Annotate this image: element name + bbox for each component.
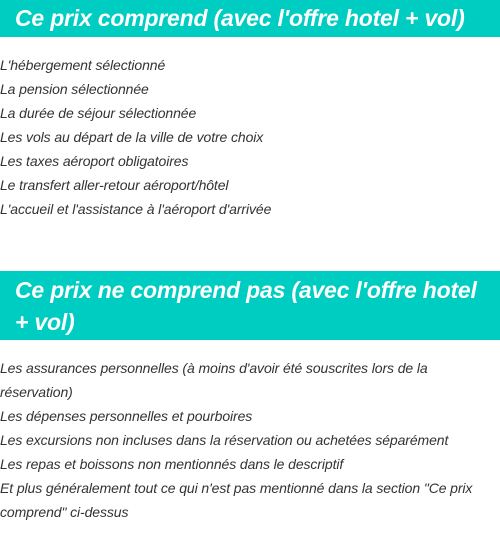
included-item-accommodation: L'hébergement sélectionné	[0, 57, 166, 73]
included-item-flights: Les vols au départ de la ville de votre choix	[0, 129, 264, 145]
excluded-section-title: Ce prix ne comprend pas (avec l'offre hotel + vol)	[0, 271, 500, 340]
included-item-transfer: Le transfert aller-retour aéroport/hôtel	[0, 177, 229, 193]
included-item-airport-taxes: Les taxes aéroport obligatoires	[0, 153, 189, 169]
excluded-list	[0, 356, 500, 524]
included-section	[0, 0, 500, 221]
excluded-item-meals-drinks: Les repas et boissons non mentionnés dans le descriptif	[0, 456, 344, 472]
excluded-item-personal-expenses: Les dépenses personnelles et pourboires	[0, 408, 253, 424]
included-list	[0, 53, 500, 221]
excluded-item-insurance: Les assurances personnelles (à moins d'avoir été souscrites lors de la réservation)	[0, 360, 428, 400]
included-section-title: Ce prix comprend (avec l'offre hotel + vol)	[0, 0, 500, 37]
included-item-assistance: L'accueil et l'assistance à l'aéroport d'arrivée	[0, 201, 272, 217]
excluded-item-excursions: Les excursions non incluses dans la réservation ou achetées séparément	[0, 432, 449, 448]
included-item-board: La pension sélectionnée	[0, 81, 149, 97]
included-item-stay-duration: La durée de séjour sélectionnée	[0, 105, 197, 121]
excluded-item-general: Et plus généralement tout ce qui n'est pas mentionné dans la section "Ce prix comprend" ci-dessus	[0, 480, 473, 520]
excluded-section	[0, 271, 500, 524]
